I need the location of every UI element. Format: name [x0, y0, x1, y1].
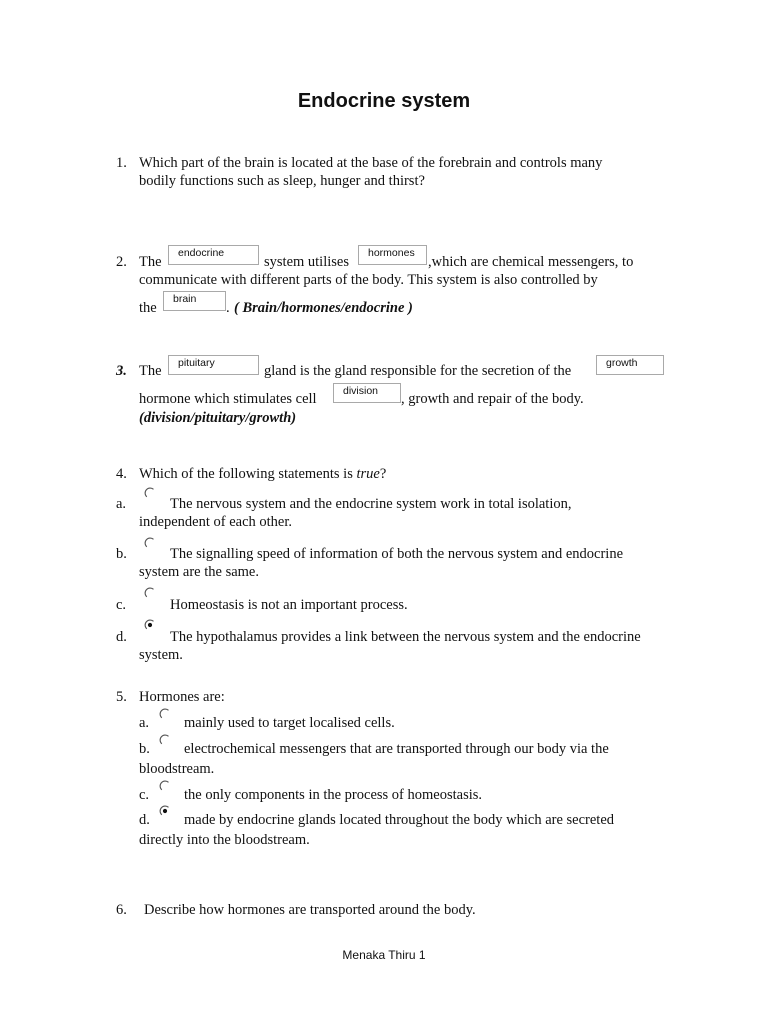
q4-option-d-text-line1: The hypothalamus provides a link between the nervous system and the endocrine: [170, 629, 641, 645]
q5-option-c-text-line1: the only components in the process of homeostasis.: [184, 787, 483, 803]
q4-option-a-letter: a.: [116, 496, 127, 512]
q5-option-b-text-line2: bloodstream.: [139, 761, 215, 777]
q3-growth-field[interactable]: growth: [596, 355, 664, 375]
q3-word-hint: (division/pituitary/growth): [139, 410, 297, 426]
q3-number: 3.: [116, 363, 127, 379]
q5-option-d-text-line1: made by endocrine glands located throughout the body which are secreted: [184, 812, 615, 828]
q4-option-c-radio[interactable]: [143, 586, 157, 600]
q1-text-line2: bodily functions such as sleep, hunger and thirst?: [139, 173, 425, 189]
q2-text-b: ,which are chemical messengers, to: [428, 254, 634, 270]
q2-hormones-field[interactable]: hormones: [358, 245, 427, 265]
q5-option-c-radio[interactable]: [158, 779, 172, 793]
q3-text-c: , growth and repair of the body.: [401, 391, 584, 407]
page-footer: Menaka Thiru 1: [342, 948, 426, 962]
q4-option-c-letter: c.: [116, 597, 127, 613]
q4-number: 4.: [116, 466, 127, 482]
q6-text: Describe how hormones are transported around the body.: [144, 902, 476, 918]
q6-number: 6.: [116, 902, 127, 918]
q4-option-c-text-line1: Homeostasis is not an important process.: [170, 597, 408, 613]
q2-the: The: [139, 254, 162, 270]
q4-prompt: [139, 466, 386, 483]
q4-option-d-radio-selected[interactable]: [143, 618, 157, 632]
q5-option-a-text-line1: mainly used to target localised cells.: [184, 715, 395, 731]
q5-option-b-text-line1: electrochemical messengers that are transported through our body via the: [184, 741, 609, 757]
q2-word-hint: ( Brain/hormones/endocrine ): [234, 300, 413, 316]
q2-text-a: system utilises: [264, 254, 349, 270]
q1-text-line1: Which part of the brain is located at the base of the forebrain and controls many: [139, 155, 603, 171]
q2-brain-field[interactable]: brain: [163, 291, 226, 311]
q3-text-b: hormone which stimulates cell: [139, 391, 317, 407]
q5-option-d-text-line2: directly into the bloodstream.: [139, 832, 310, 848]
q5-option-a-letter: a.: [139, 715, 150, 731]
q3-text-a: gland is the gland responsible for the secretion of the: [264, 363, 572, 379]
q5-number: 5.: [116, 689, 127, 705]
q3-division-field[interactable]: division: [333, 383, 401, 403]
q5-option-b-radio[interactable]: [158, 733, 172, 747]
q5-option-d-letter: d.: [139, 812, 150, 828]
q2-text-line2: communicate with different parts of the body. This system is also controlled by: [139, 272, 598, 288]
q4-option-d-text-line2: system.: [139, 647, 183, 663]
page-title: Endocrine system: [297, 90, 471, 112]
q1-number: 1.: [116, 155, 127, 171]
q5-option-d-radio-selected[interactable]: [158, 804, 172, 818]
q5-option-c-letter: c.: [139, 787, 150, 803]
q5-option-b-letter: b.: [139, 741, 150, 757]
q4-option-b-radio[interactable]: [143, 536, 157, 550]
q2-the2: the: [139, 300, 157, 316]
q4-option-b-text-line1: The signalling speed of information of both the nervous system and endocrine: [170, 546, 624, 562]
q4-option-b-letter: b.: [116, 546, 127, 562]
q4-option-a-text-line2: independent of each other.: [139, 514, 292, 530]
q2-dot: .: [226, 300, 230, 316]
q4-option-a-radio[interactable]: [143, 486, 157, 500]
q2-number: 2.: [116, 254, 127, 270]
q4-prompt-post: ?: [379, 466, 387, 482]
q5-prompt: Hormones are:: [139, 689, 225, 705]
q3-the: The: [139, 363, 162, 379]
q4-prompt-pre: Which of the following statements is: [139, 466, 353, 482]
q5-option-a-radio[interactable]: [158, 707, 172, 721]
q4-prompt-true: true: [356, 466, 380, 482]
q3-pituitary-field[interactable]: pituitary: [168, 355, 259, 375]
q2-endocrine-field[interactable]: endocrine: [168, 245, 259, 265]
q4-option-a-text-line1: The nervous system and the endocrine system work in total isolation,: [170, 496, 572, 512]
q4-option-d-letter: d.: [116, 629, 127, 645]
q4-option-b-text-line2: system are the same.: [139, 564, 259, 580]
